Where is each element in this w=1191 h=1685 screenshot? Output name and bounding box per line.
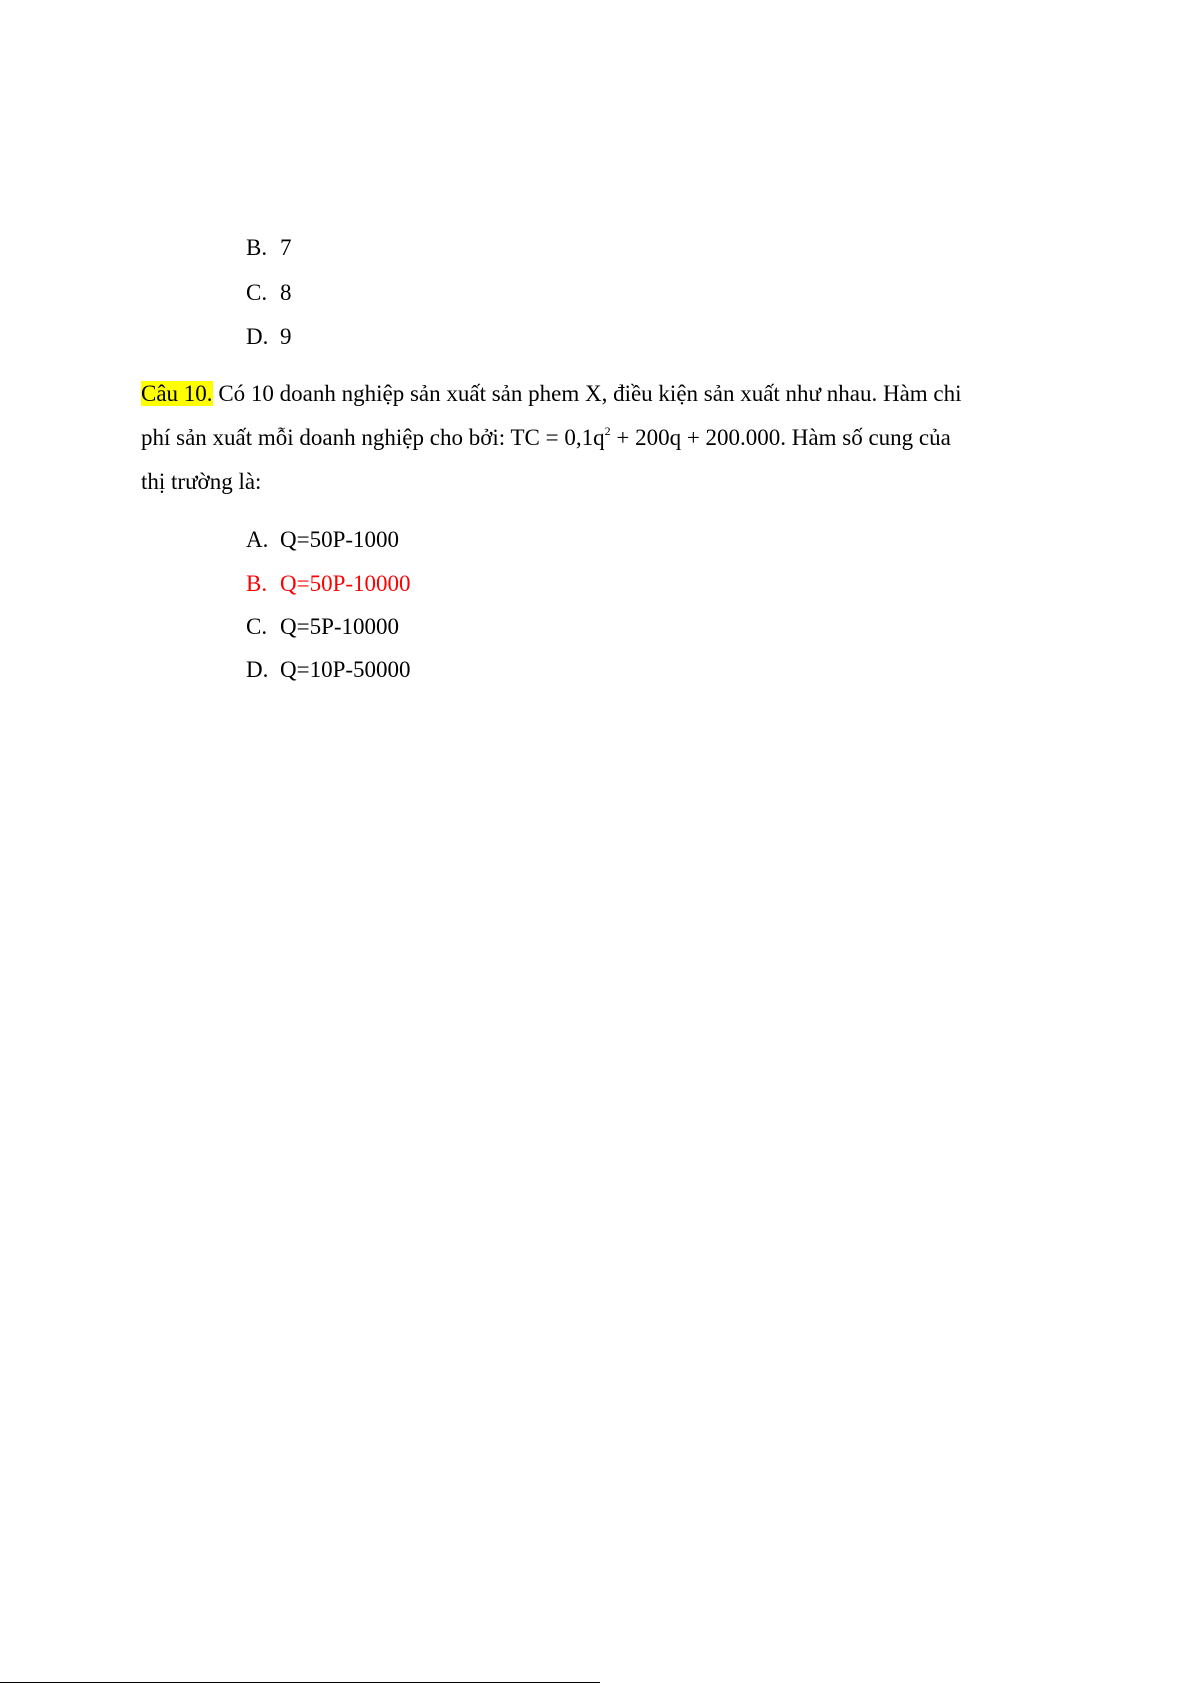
question-line-2 (141, 416, 1061, 460)
prev-option-d (246, 323, 292, 351)
option-letter: C. (246, 280, 268, 305)
option-letter: B. (246, 235, 268, 260)
option-text: Q=10P-50000 (280, 657, 411, 682)
prev-option-b (246, 234, 292, 262)
option-letter: D. (246, 324, 269, 349)
option-letter: C. (246, 614, 268, 639)
option-d (246, 656, 411, 684)
superscript: 2 (604, 424, 611, 438)
option-text: 9 (280, 324, 292, 349)
option-a (246, 526, 399, 554)
option-text: 7 (280, 235, 292, 260)
option-text: Q=50P-1000 (280, 527, 400, 552)
option-letter: B. (246, 571, 268, 596)
question-line-1 (141, 372, 1061, 416)
option-letter: D. (246, 657, 269, 682)
question-line-3: thị trường là: (141, 469, 262, 494)
prev-option-c (246, 279, 292, 307)
option-letter: A. (246, 527, 269, 552)
option-text: Q=5P-10000 (280, 614, 400, 639)
question-label: Câu 10. (141, 381, 213, 406)
option-text: Q=50P-10000 (280, 571, 411, 596)
question-text-2b: + 200q + 200.000. Hàm số cung của (610, 425, 951, 450)
question-10 (141, 372, 1061, 504)
option-b-correct (246, 570, 411, 598)
option-text: 8 (280, 280, 292, 305)
footer-divider (0, 1682, 600, 1683)
option-c (246, 613, 399, 641)
question-text-1: Có 10 doanh nghiệp sản xuất sản phem X, điều kiện sản xuất như nhau. Hàm chi (212, 381, 962, 406)
question-text-2a: phí sản xuất mỗi doanh nghiệp cho bởi: TC = 0,1q (141, 425, 605, 450)
